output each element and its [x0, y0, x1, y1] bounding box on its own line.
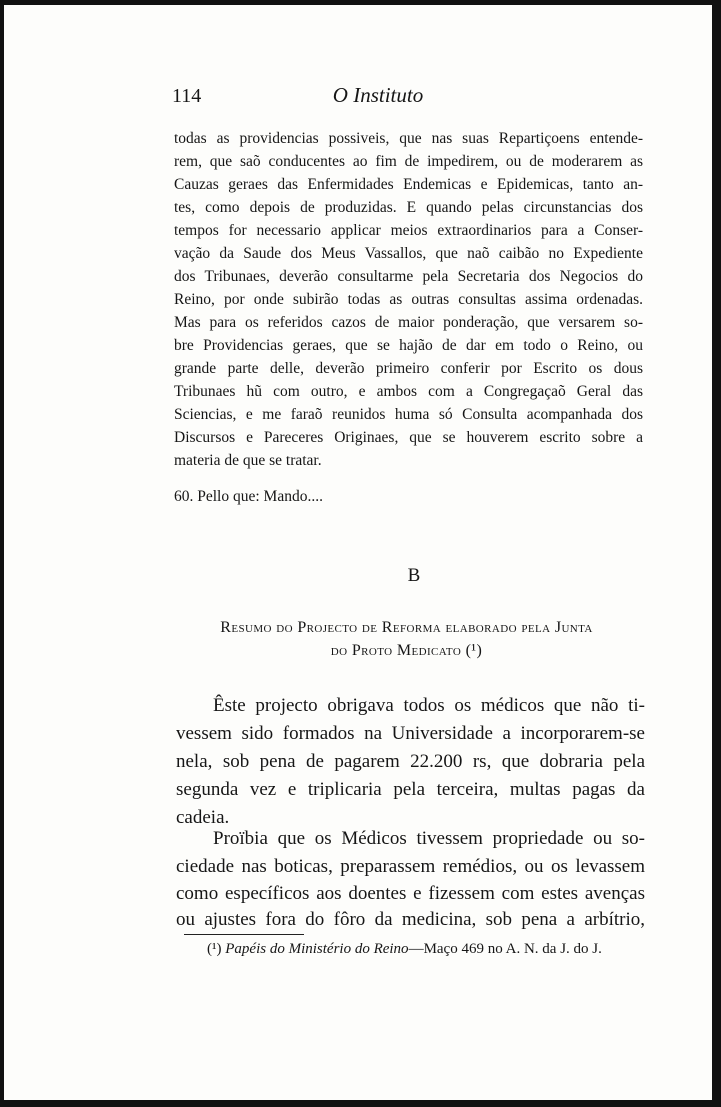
- text-line: dos Tribunaes, deverão consultarme pela Secretaria dos Negocios do: [174, 268, 643, 285]
- text-line: nela, sob pena de pagarem 22.200 rs, que dobraria pela: [176, 751, 645, 772]
- running-title: O Instituto: [332, 83, 424, 107]
- text-line: tempos for necessario applicar meios extraordinarios para a Conser-: [174, 222, 643, 239]
- text-line: Êste projecto obrigava todos os médicos que não ti-: [213, 695, 645, 716]
- text-line: materia de que se tratar.: [174, 452, 322, 469]
- text-line: rem, que saõ conducentes ao fim de impedirem, ou de moderarem as: [174, 153, 643, 170]
- text-line: Reino, por onde subirão todas as outras consultas assima ordenadas.: [174, 291, 643, 308]
- text-line: Proïbia que os Médicos tivessem propriedade ou so-: [213, 828, 645, 849]
- text-line: Tribunaes hũ com outro, e ambos com a Congregaçaõ Geral das: [174, 383, 643, 400]
- section-heading-line-2: do Proto Medicato (¹): [330, 642, 483, 659]
- text-line: ciedade nas boticas, preparassem remédios, ou os levassem: [176, 856, 645, 877]
- footnote-rule: [184, 934, 304, 935]
- text-line: como específicos aos doentes e fizessem com estes avenças: [176, 883, 645, 904]
- text-line: Sciencias, e me faraõ reunidos huma só Consulta acompanhada dos: [174, 406, 643, 423]
- text-line: Discursos e Pareceres Originaes, que se houverem escrito sobre a: [174, 429, 643, 446]
- footnote: [207, 941, 643, 958]
- text-line: vessem sido formados na Universidade a incorporarem-se: [176, 723, 645, 744]
- text-line: Cauzas geraes das Enfermidades Endemicas e Epidemicas, tanto an-: [174, 176, 643, 193]
- section-heading-line-1: Resumo do Projecto de Reforma elaborado pela Junta: [220, 619, 593, 636]
- text-line: grande parte delle, deverão primeiro conferir por Escrito os dous: [174, 360, 643, 377]
- text-line: segunda vez e triplicaria pela terceira, multas pagas da: [176, 779, 645, 800]
- text-line: vação da Saude dos Meus Vassallos, que naõ caibão no Expediente: [174, 245, 643, 262]
- text-line: tes, como depois de produzidas. E quando pelas circunstancias dos: [174, 199, 643, 216]
- footnote-reference: —Maço 469 no A. N. da J. do J.: [408, 941, 602, 957]
- section-letter: B: [407, 565, 421, 586]
- text-line: todas as providencias possiveis, que nas suas Repartiçoens entende-: [174, 130, 643, 147]
- footnote-title: Papéis do Ministério do Reino: [225, 941, 409, 957]
- footnote-marker: (¹): [207, 941, 222, 957]
- text-line: bre Providencias geraes, que se hajão de dar em todo o Reino, ou: [174, 337, 643, 354]
- page-number: 114: [172, 85, 202, 107]
- text-line: cadeia.: [176, 807, 230, 828]
- text-line: ou ajustes fora do fôro da medicina, sob pena a arbítrio,: [176, 909, 645, 930]
- text-line: Mas para os referidos cazos de maior ponderação, que versarem so-: [174, 314, 643, 331]
- paragraph-2: 60. Pello que: Mando....: [174, 488, 323, 505]
